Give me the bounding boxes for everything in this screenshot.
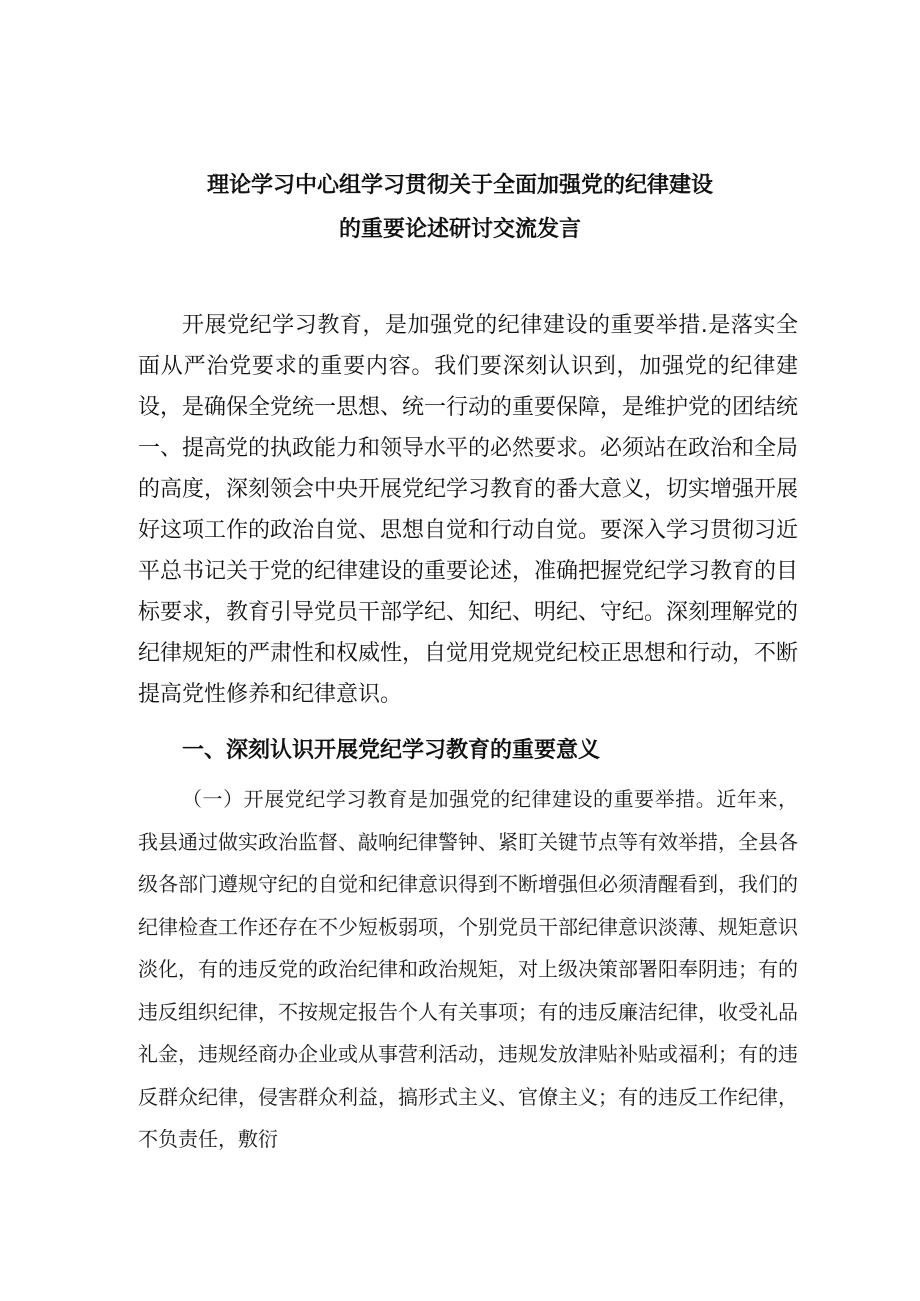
section-1-heading: 一、深刻认识开展党纪学习教育的重要意义 xyxy=(182,738,601,763)
section-1-paragraph: （一）开展党纪学习教育是加强党的纪律建设的重要举措。近年来，我县通过做实政治监督、敲响纪律警钟、紧盯关键节点等有效举措，全县各级各部门遵规守纪的自觉和纪律意识得到不断增强但必须清醒看到，我们的纪律检查工作还存在不少短板弱项，个别党员干部纪律意识淡薄、规矩意识淡化，有的违反党的政治纪律和政治规矩，对上级决策部署阳奉阴违；有的违反组织纪律，不按规定报告个人有关事项；有的违反廉洁纪律，收受礼品礼金，违规经商办企业或从事营利活动，违规发放津贴补贴或福利；有的违反群众纪律，侵害群众利益，搞形式主义、官僚主义；有的违反工作纪律，不负责任，敷衍 xyxy=(138,787,798,1151)
document-title-line-1: 理论学习中心组学习贯彻关于全面加强党的纪律建设 xyxy=(206,173,713,198)
intro-paragraph: 开展党纪学习教育，是加强党的纪律建设的重要举措.是落实全面从严治党要求的重要内容。我们要深刻认识到，加强党的纪律建设，是确保全党统一思想、统一行动的重要保障，是维护党的团结统一、提高党的执政能力和领导水平的必然要求。必须站在政治和全局的高度，深刻领会中央开展党纪学习教育的番大意义，切实增强开展好这项工作的政治自觉、思想自觉和行动自觉。要深入学习贯彻习近平总书记关于党的纪律建设的重要论述，准确把握党纪学习教育的目标要求，教育引导党员干部学纪、知纪、明纪、守纪。深刻理解党的纪律规矩的严肃性和权威性，自觉用党规党纪校正思想和行动，不断提高党性修养和纪律意识。 xyxy=(138,313,799,707)
document-title-line-2: 的重要论述研讨交流发言 xyxy=(338,217,581,242)
